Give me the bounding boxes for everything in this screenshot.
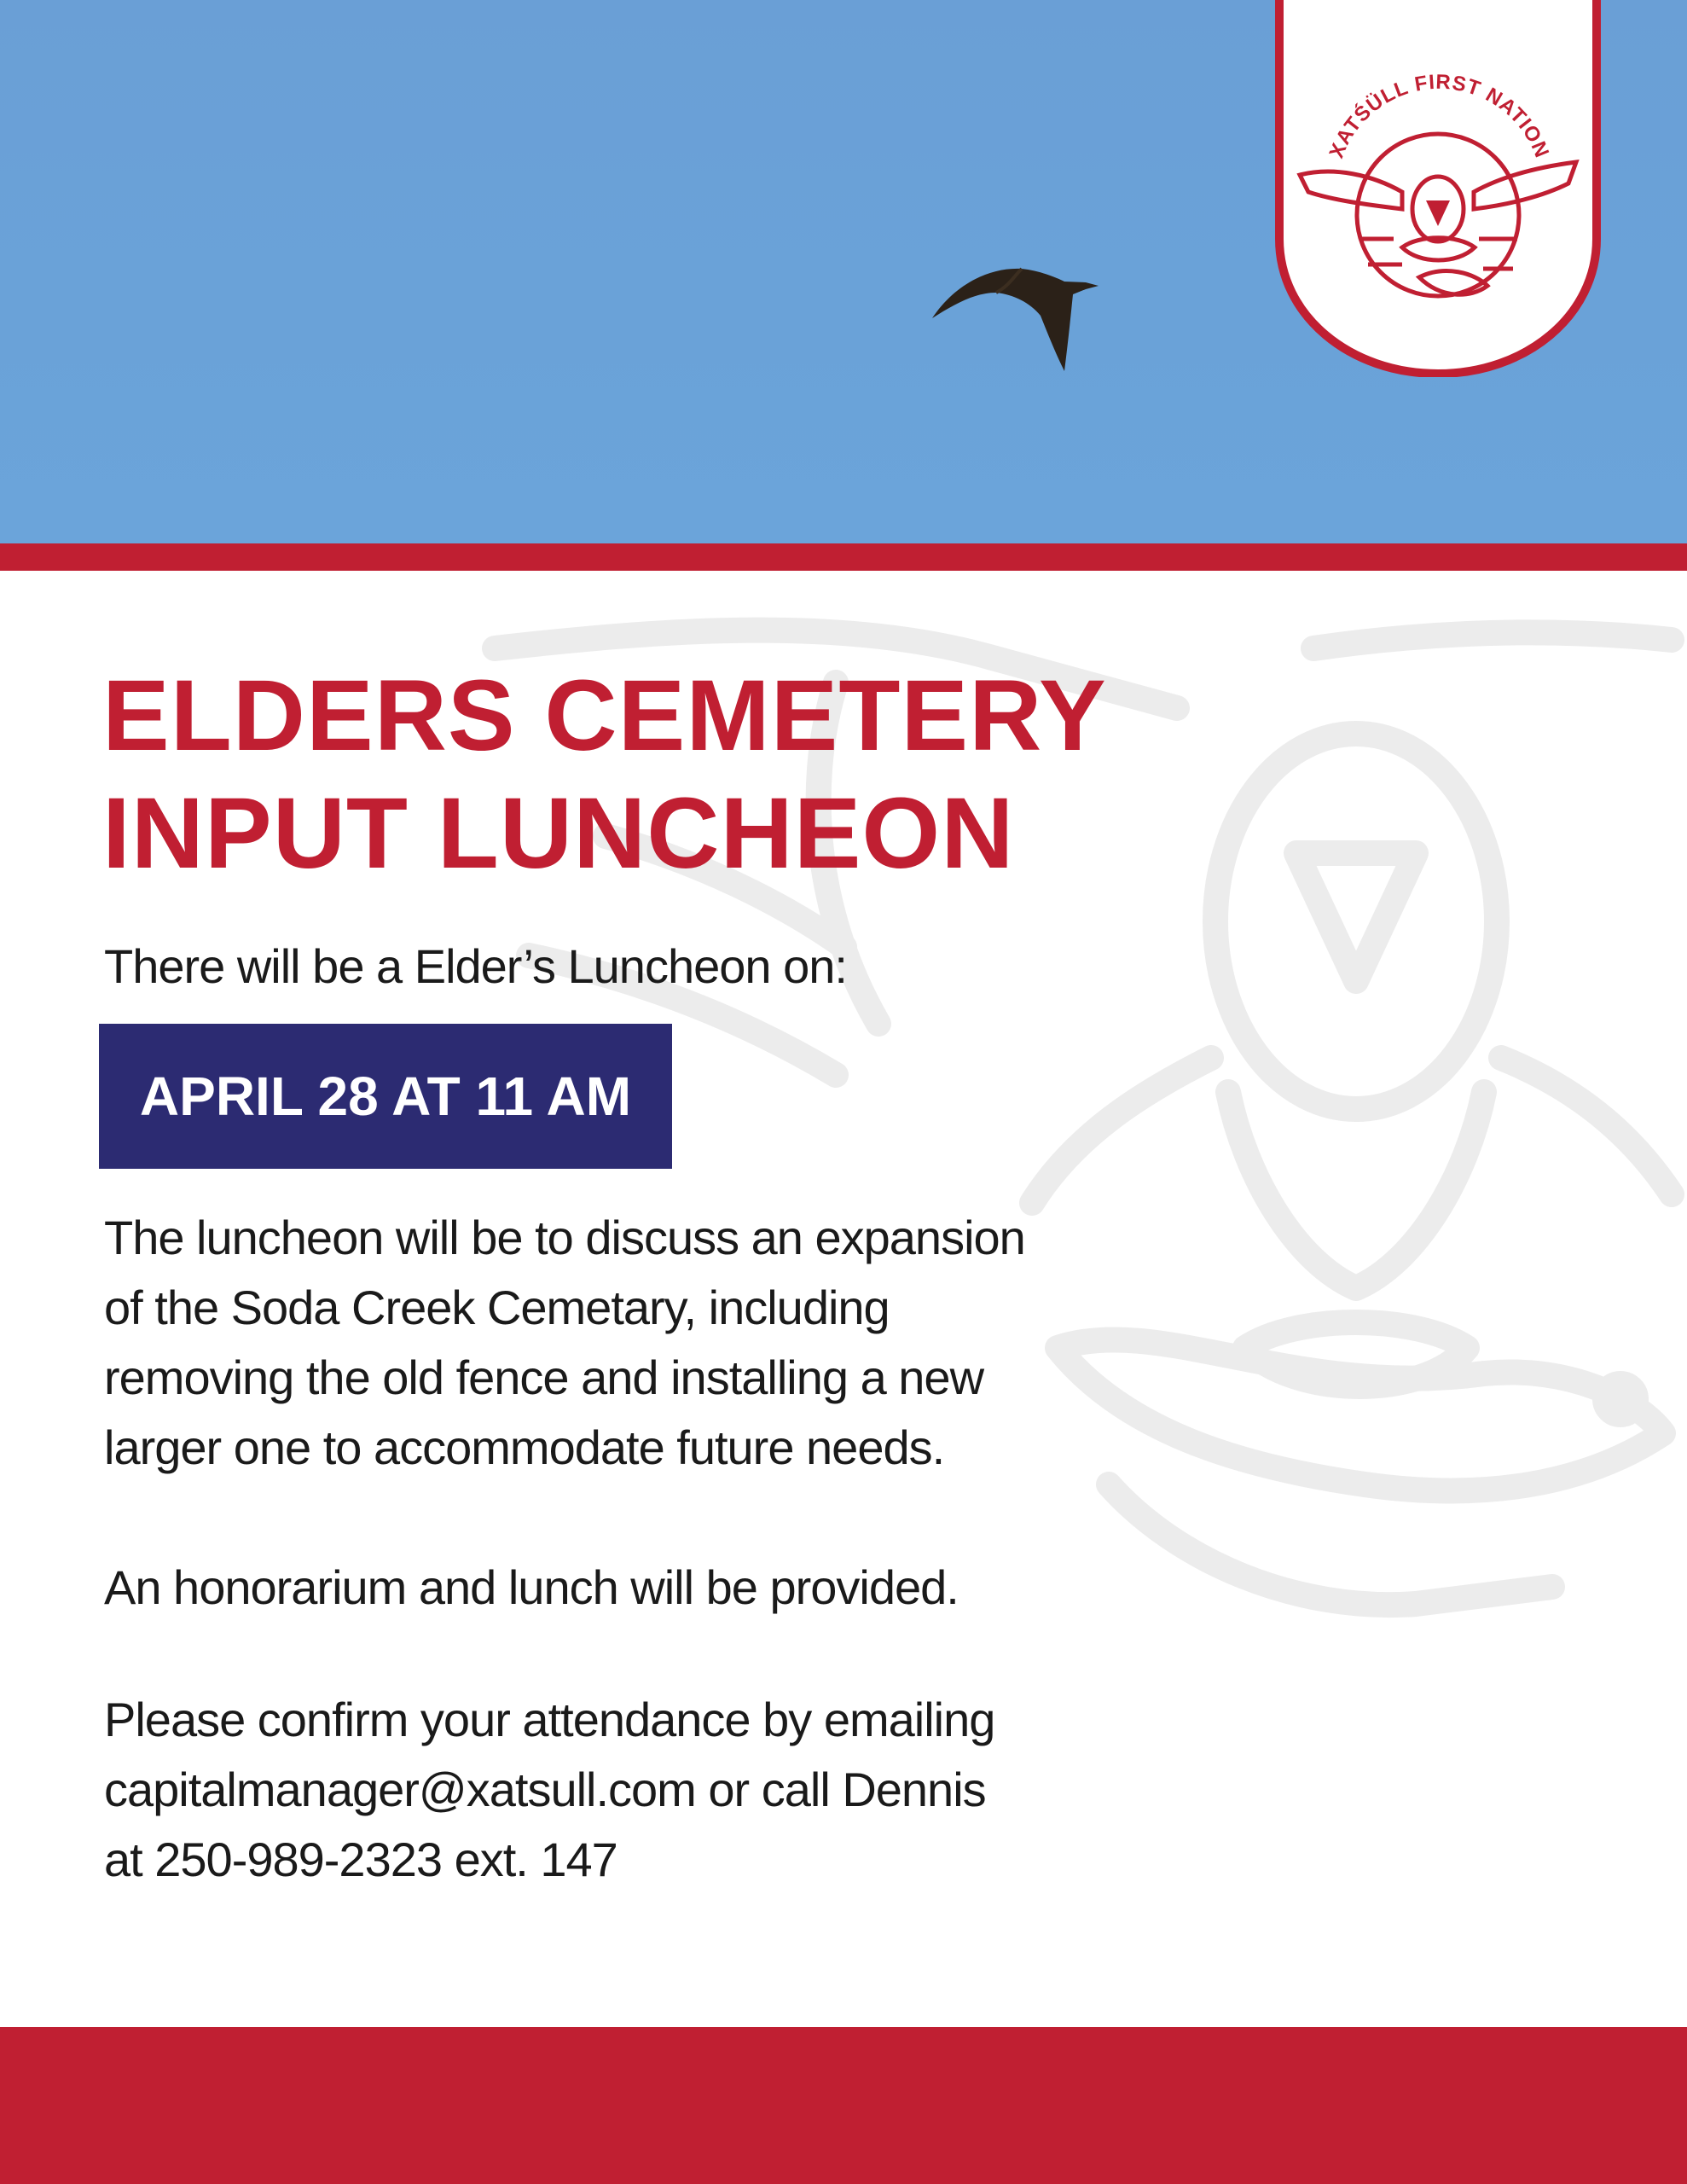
description-line-1: The luncheon will be to discuss an expansion xyxy=(104,1211,1025,1264)
page-title xyxy=(102,657,1211,892)
description-paragraph xyxy=(104,1203,1128,1483)
date-banner xyxy=(99,1024,672,1169)
xatsull-first-nation-logo xyxy=(1274,0,1602,377)
contact-paragraph xyxy=(104,1685,1128,1895)
title-line-1: ELDERS CEMETERY xyxy=(102,659,1107,772)
contact-line-3: at 250-989-2323 ext. 147 xyxy=(104,1833,617,1886)
svg-text:XATŚÜLL FIRST NATION: XATŚÜLL FIRST NATION xyxy=(1325,70,1554,162)
contact-line-1: Please confirm your attendance by emailing xyxy=(104,1693,995,1746)
contact-line-2: capitalmanager@xatsull.com or call Dennis xyxy=(104,1763,986,1816)
description-line-3: removing the old fence and installing a new xyxy=(104,1350,984,1404)
date-banner-text: APRIL 28 AT 11 AM xyxy=(139,1066,632,1127)
title-line-2: INPUT LUNCHEON xyxy=(102,777,1015,890)
bottom-footer-band xyxy=(0,2027,1687,2184)
top-divider-band xyxy=(0,543,1687,571)
provision-paragraph: An honorarium and lunch will be provided. xyxy=(104,1560,959,1614)
description-line-2: of the Soda Creek Cemetary, including xyxy=(104,1281,890,1334)
intro-text: There will be a Elder’s Luncheon on: xyxy=(104,939,847,993)
eagle-in-flight-image xyxy=(928,252,1107,375)
description-line-4: larger one to accommodate future needs. xyxy=(104,1420,945,1474)
